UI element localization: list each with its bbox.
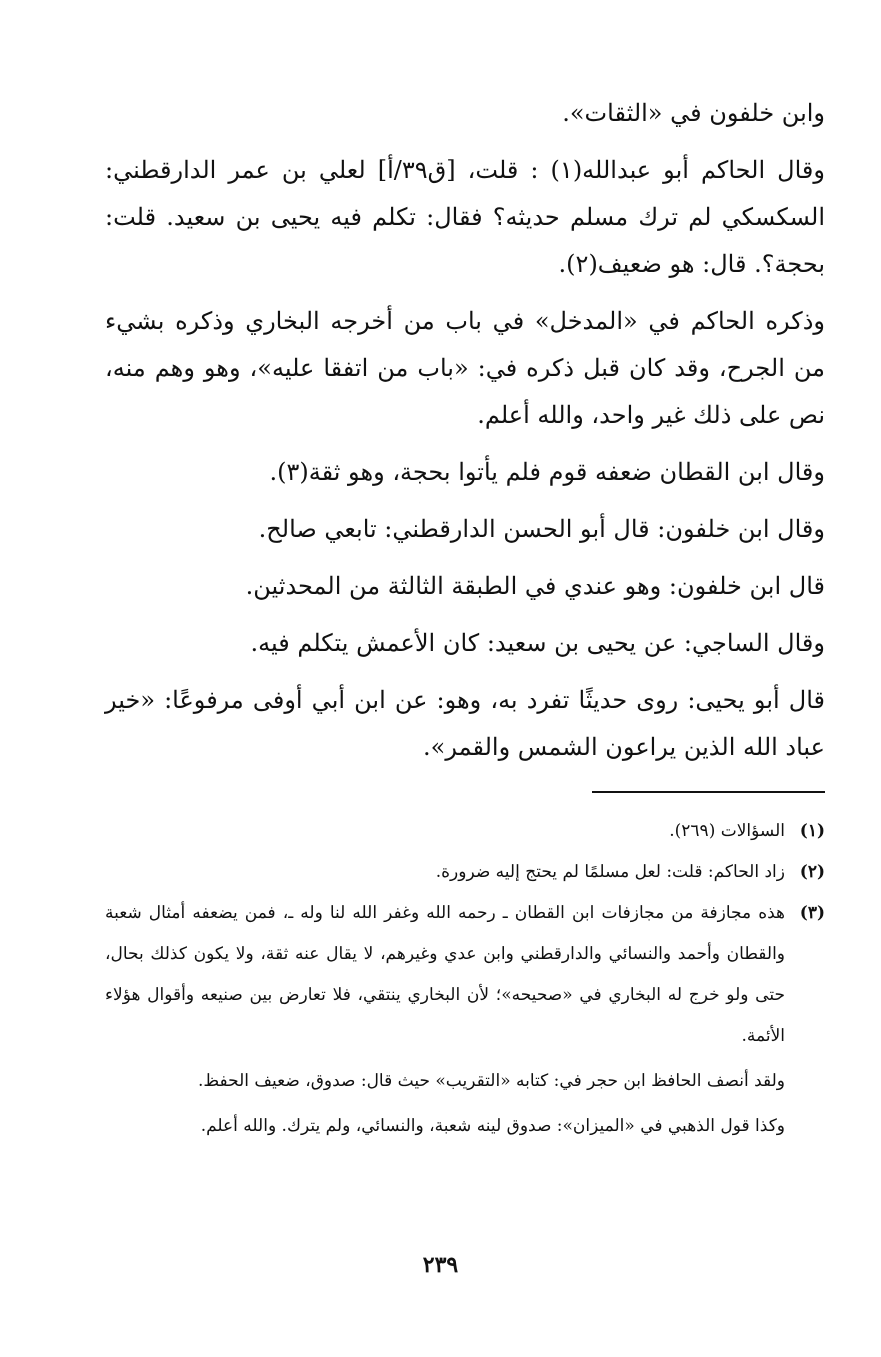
footnote-text: وكذا قول الذهبي في «الميزان»: صدوق لينه شعبة، والنسائي، ولم يترك. والله أعلم.	[200, 1116, 785, 1136]
footnote-1	[105, 811, 825, 852]
footnote-2	[105, 852, 825, 893]
footnote-text: هذه مجازفة من مجازفات ابن القطان ـ رحمه الله وغفر الله لنا وله ـ، فمن يضعفه أمثال شعبة والقطان وأحمد والنسائي والدارقطني وابن عدي وغيرهم، لا يقال عنه ثقة، ولا يكون كذلك بحال، حتى ولو خرج له البخاري في «صحيحه»؛ لأن البخاري ينتقي، فلا تعارض بين صنيعه وأقوال هؤلاء الأئمة.	[105, 903, 785, 1046]
paragraph-5: وقال ابن خلفون: قال أبو الحسن الدارقطني: تابعي صالح.	[258, 515, 825, 543]
footnote-number: (٢)	[799, 862, 825, 882]
footnote-body	[105, 852, 785, 893]
paragraph-8: قال أبو يحيى: روى حديثًا تفرد به، وهو: عن ابن أبي أوفى مرفوعًا: «خير عباد الله الذين يراعون الشمس والقمر».	[105, 686, 825, 761]
document-page	[105, 90, 825, 1147]
paragraph-3: وذكره الحاكم في «المدخل» في باب من أخرجه البخاري وذكره بشيء من الجرح، وقد كان قبل ذكره في: «باب من اتفقا عليه»، وهو وهم منه، نص على ذلك غير واحد، والله أعلم.	[105, 307, 826, 429]
footnote-body	[105, 811, 785, 852]
footnote-text: زاد الحاكم: قلت: لعل مسلمًا لم يحتج إليه ضرورة.	[435, 862, 785, 882]
footnote-separator	[592, 791, 825, 793]
footnote-text: ولقد أنصف الحافظ ابن حجر في: كتابه «التقريب» حيث قال: صدوق، ضعيف الحفظ.	[198, 1071, 785, 1091]
paragraph-1: وابن خلفون في «الثقات».	[562, 99, 825, 127]
paragraph-6: قال ابن خلفون: وهو عندي في الطبقة الثالثة من المحدثين.	[245, 572, 825, 600]
page-number: ٢٣٩	[422, 1252, 459, 1278]
paragraph-7: وقال الساجي: عن يحيى بن سعيد: كان الأعمش يتكلم فيه.	[250, 629, 825, 657]
footnote-text: السؤالات (٢٦٩).	[669, 821, 785, 841]
main-text	[105, 90, 825, 771]
footnote-body	[105, 893, 785, 1147]
footnote-3	[105, 893, 825, 1147]
footnotes	[105, 811, 825, 1147]
footnote-number: (١)	[799, 821, 825, 841]
paragraph-2: وقال الحاكم أبو عبدالله(١) : قلت، [ق٣٩/أ] لعلي بن عمر الدارقطني: السكسكي لم ترك مسلم حديثه؟ فقال: تكلم فيه يحيى بن سعيد. قلت: بحجة؟. قال: هو ضعيف(٢).	[105, 156, 825, 278]
footnote-number: (٣)	[799, 903, 825, 923]
paragraph-4: وقال ابن القطان ضعفه قوم فلم يأتوا بحجة، وهو ثقة(٣).	[269, 458, 825, 486]
